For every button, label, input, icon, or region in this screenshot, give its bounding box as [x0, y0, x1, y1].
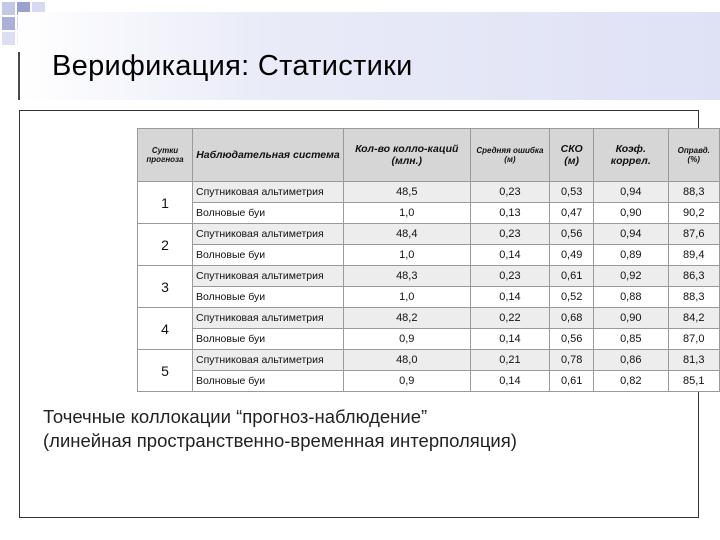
correlation-cell: 0,94: [594, 182, 668, 203]
mean-error-cell: 0,14: [470, 329, 550, 350]
correlation-cell: 0,89: [594, 245, 668, 266]
mean-error-cell: 0,23: [470, 266, 550, 287]
title-divider: [18, 52, 20, 100]
table-row: [138, 266, 720, 287]
mean-error-cell: 0,14: [470, 371, 550, 392]
rmse-cell: 0,52: [550, 287, 594, 308]
correlation-cell: 0,94: [594, 224, 668, 245]
skill-cell: 81,3: [668, 350, 719, 371]
table-row: [138, 287, 720, 308]
collocations-cell: 48,4: [344, 224, 471, 245]
skill-cell: 89,4: [668, 245, 719, 266]
table-row: [138, 350, 720, 371]
rmse-cell: 0,56: [550, 329, 594, 350]
observing-system-cell: Спутниковая альтиметрия: [193, 266, 344, 287]
collocations-cell: 0,9: [344, 371, 471, 392]
rmse-cell: 0,61: [550, 266, 594, 287]
correlation-cell: 0,85: [594, 329, 668, 350]
correlation-cell: 0,88: [594, 287, 668, 308]
table-row: [138, 203, 720, 224]
observing-system-cell: Спутниковая альтиметрия: [193, 350, 344, 371]
caption: [43, 405, 517, 453]
header-correlation: Коэф. коррел.: [594, 129, 668, 182]
correlation-cell: 0,86: [594, 350, 668, 371]
collocations-cell: 0,9: [344, 329, 471, 350]
mean-error-cell: 0,21: [470, 350, 550, 371]
forecast-day-cell: 4: [138, 308, 193, 350]
correlation-cell: 0,90: [594, 203, 668, 224]
mean-error-cell: 0,13: [470, 203, 550, 224]
table-row: [138, 182, 720, 203]
observing-system-cell: Волновые буи: [193, 371, 344, 392]
table-row: [138, 371, 720, 392]
table-row: [138, 224, 720, 245]
collocations-cell: 1,0: [344, 245, 471, 266]
collocations-cell: 48,3: [344, 266, 471, 287]
observing-system-cell: Волновые буи: [193, 329, 344, 350]
skill-cell: 87,6: [668, 224, 719, 245]
rmse-cell: 0,68: [550, 308, 594, 329]
table-body: [138, 182, 720, 392]
forecast-day-cell: 1: [138, 182, 193, 224]
correlation-cell: 0,82: [594, 371, 668, 392]
caption-line-1: Точечные коллокации “прогноз-наблюдение”: [43, 406, 428, 427]
observing-system-cell: Волновые буи: [193, 203, 344, 224]
rmse-cell: 0,78: [550, 350, 594, 371]
observing-system-cell: Волновые буи: [193, 245, 344, 266]
caption-line-2: (линейная пространственно-временная интерполяция): [43, 430, 517, 451]
header-skill: Оправд. (%): [668, 129, 719, 182]
table-header-row: [138, 129, 720, 182]
collocations-cell: 48,2: [344, 308, 471, 329]
header-observing-system: Наблюдательная система: [193, 129, 344, 182]
collocations-cell: 1,0: [344, 203, 471, 224]
skill-cell: 88,3: [668, 182, 719, 203]
observing-system-cell: Спутниковая альтиметрия: [193, 182, 344, 203]
header-forecast-day: Сутки прогноза: [138, 129, 193, 182]
skill-cell: 90,2: [668, 203, 719, 224]
collocations-cell: 48,5: [344, 182, 471, 203]
mean-error-cell: 0,14: [470, 287, 550, 308]
skill-cell: 87,0: [668, 329, 719, 350]
table-row: [138, 308, 720, 329]
mean-error-cell: 0,14: [470, 245, 550, 266]
collocations-cell: 48,0: [344, 350, 471, 371]
rmse-cell: 0,47: [550, 203, 594, 224]
header-mean-error: Средняя ошибка (м): [470, 129, 550, 182]
header-rmse: СКО (м): [550, 129, 594, 182]
skill-cell: 84,2: [668, 308, 719, 329]
rmse-cell: 0,49: [550, 245, 594, 266]
forecast-day-cell: 3: [138, 266, 193, 308]
table-row: [138, 329, 720, 350]
forecast-day-cell: 2: [138, 224, 193, 266]
header-collocations: Кол-во колло-каций (млн.): [344, 129, 471, 182]
correlation-cell: 0,90: [594, 308, 668, 329]
statistics-table: [137, 128, 720, 392]
observing-system-cell: Спутниковая альтиметрия: [193, 308, 344, 329]
rmse-cell: 0,61: [550, 371, 594, 392]
mean-error-cell: 0,23: [470, 224, 550, 245]
observing-system-cell: Спутниковая альтиметрия: [193, 224, 344, 245]
correlation-cell: 0,92: [594, 266, 668, 287]
skill-cell: 88,3: [668, 287, 719, 308]
observing-system-cell: Волновые буи: [193, 287, 344, 308]
forecast-day-cell: 5: [138, 350, 193, 392]
rmse-cell: 0,56: [550, 224, 594, 245]
mean-error-cell: 0,23: [470, 182, 550, 203]
skill-cell: 85,1: [668, 371, 719, 392]
skill-cell: 86,3: [668, 266, 719, 287]
slide-title: Верификация: Статистики: [52, 50, 413, 82]
collocations-cell: 1,0: [344, 287, 471, 308]
mean-error-cell: 0,22: [470, 308, 550, 329]
rmse-cell: 0,53: [550, 182, 594, 203]
table-row: [138, 245, 720, 266]
